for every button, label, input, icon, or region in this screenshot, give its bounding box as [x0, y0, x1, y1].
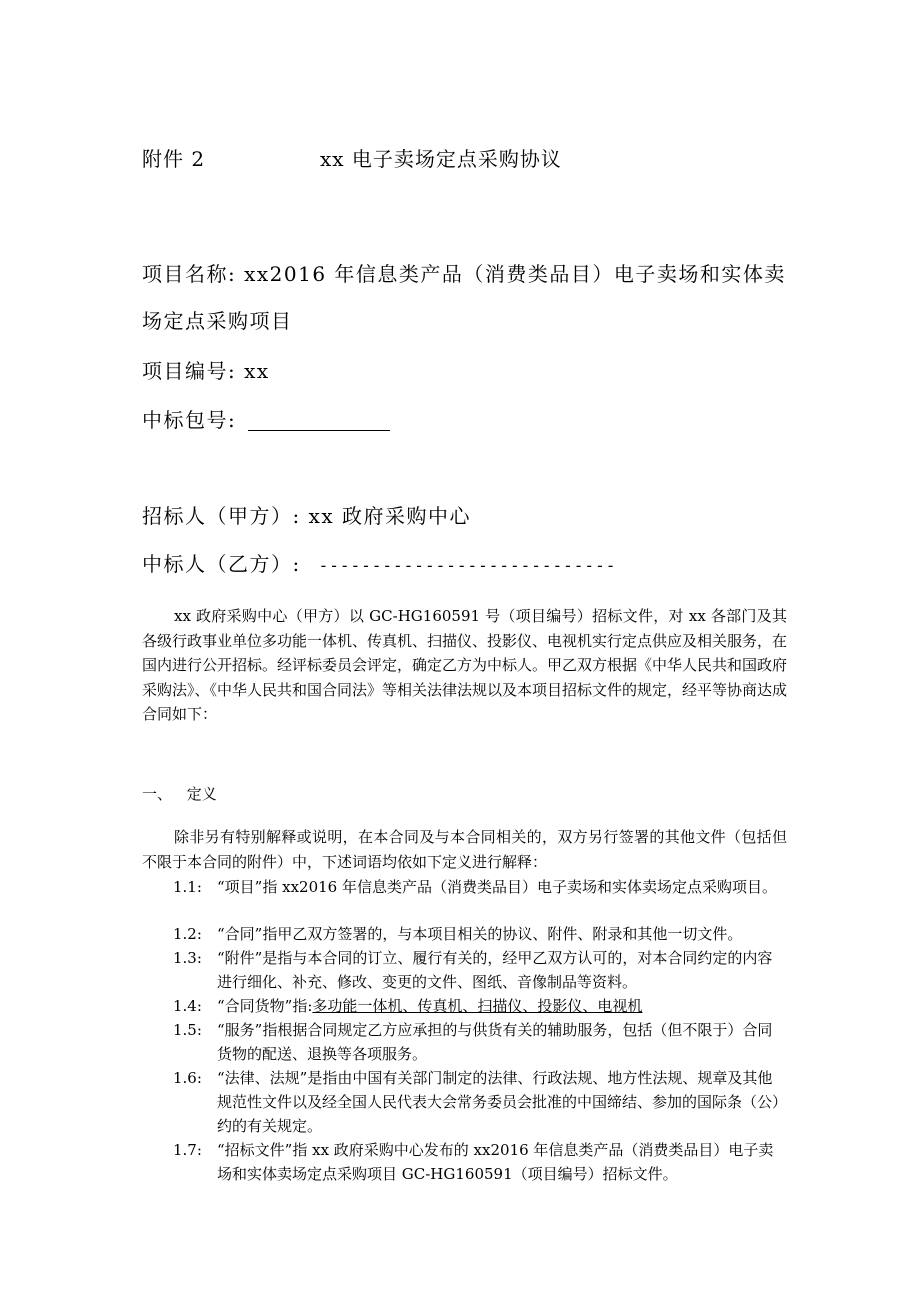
contract-goods-list: 多功能一体机、传真机、扫描仪、投影仪、电视机	[312, 997, 643, 1015]
definition-number: 1.1:	[173, 878, 202, 896]
definition-number: 1.5:	[173, 1021, 202, 1039]
section-lead-paragraph: 除非另有特别解释或说明，在本合同及与本合同相关的，双方另行签署的其他文件（包括但不限于本合同的附件）中，下述词语均依如下定义进行解释：	[142, 828, 787, 871]
project-number-value: xx	[244, 359, 270, 383]
winner-label: 中标人（乙方）:	[142, 552, 301, 576]
definition-item	[173, 946, 785, 994]
definition-text: “服务”指根据合同规定乙方应承担的与供货有关的辅助服务，包括（但不限于）合同货物的配送、退换等各项服务。	[217, 1021, 773, 1063]
project-name-value: xx2016 年信息类产品（消费类品目）电子卖场和实体卖	[244, 262, 786, 286]
definition-item	[173, 1066, 785, 1138]
definition-number: 1.6:	[173, 1069, 202, 1087]
definition-text: “项目”指 xx2016 年信息类产品（消费类品目）电子卖场和实体卖场定点采购项目。	[217, 878, 777, 896]
project-number-label: 项目编号:	[142, 359, 237, 383]
project-name-label: 项目名称:	[142, 262, 237, 286]
attachment-label: 附件 2	[142, 147, 206, 171]
winner-line	[142, 548, 616, 577]
document-title: xx 电子卖场定点采购协议	[320, 147, 562, 171]
definition-number: 1.7:	[173, 1141, 202, 1159]
project-name-continuation: 场定点采购项目	[142, 309, 293, 333]
definition-item	[173, 1138, 785, 1186]
definition-number: 1.3:	[173, 949, 202, 967]
definition-number: 1.4:	[173, 997, 202, 1015]
definition-text: “招标文件”指 xx 政府采购中心发布的 xx2016 年信息类产品（消费类品目）电子卖场和实体卖场定点采购项目 GC-HG160591（项目编号）招标文件。	[217, 1141, 774, 1183]
project-number-line	[142, 355, 270, 384]
definition-text-prefix: “合同货物”指:	[217, 997, 313, 1015]
definition-number: 1.2:	[173, 925, 202, 943]
project-name-line	[142, 258, 786, 287]
intro-paragraph: xx 政府采购中心（甲方）以 GC-HG160591 号（项目编号）招标文件，对 xx 各部门及其各级行政事业单位多功能一体机、传真机、扫描仪、投影仪、电视机实行定点供应及相关服务，在国内进行公开招标。经评标委员会评定，确定乙方为中标人。甲乙双方根据《中华人民共和国政府采购法》、《中华人民共和国合同法》等相关法律法规以及本项目招标文件的规定，经平等协商达成合同如下：	[142, 607, 788, 723]
bid-package-blank	[248, 410, 390, 431]
definition-text: “法律、法规”是指由中国有关部门制定的法律、行政法规、地方性法规、规章及其他规范性文件以及经全国人民代表大会常务委员会批准的中国缔结、参加的国际条（公）约的有关规定。	[217, 1069, 780, 1135]
definition-item	[173, 1018, 785, 1066]
bid-package-label: 中标包号:	[142, 408, 237, 432]
section-title: 定义	[186, 785, 217, 803]
definition-item	[173, 875, 785, 899]
tenderer-label: 招标人（甲方）:	[142, 504, 301, 528]
tenderer-line	[142, 500, 471, 529]
definition-item	[173, 994, 785, 1018]
definition-text: “附件”是指与本合同的订立、履行有关的，经甲乙双方认可的，对本合同约定的内容进行细化、补充、修改、变更的文件、图纸、音像制品等资料。	[217, 949, 773, 991]
definition-text	[217, 994, 785, 1018]
section-number: 一、	[142, 785, 173, 803]
winner-value: ----------------------------	[318, 556, 617, 575]
definition-text: “合同”指甲乙双方签署的，与本项目相关的协议、附件、附录和其他一切文件。	[217, 925, 743, 943]
tenderer-value: xx 政府采购中心	[308, 504, 472, 528]
section-heading	[142, 783, 217, 804]
definition-item	[173, 922, 785, 946]
bid-package-line	[142, 404, 390, 433]
